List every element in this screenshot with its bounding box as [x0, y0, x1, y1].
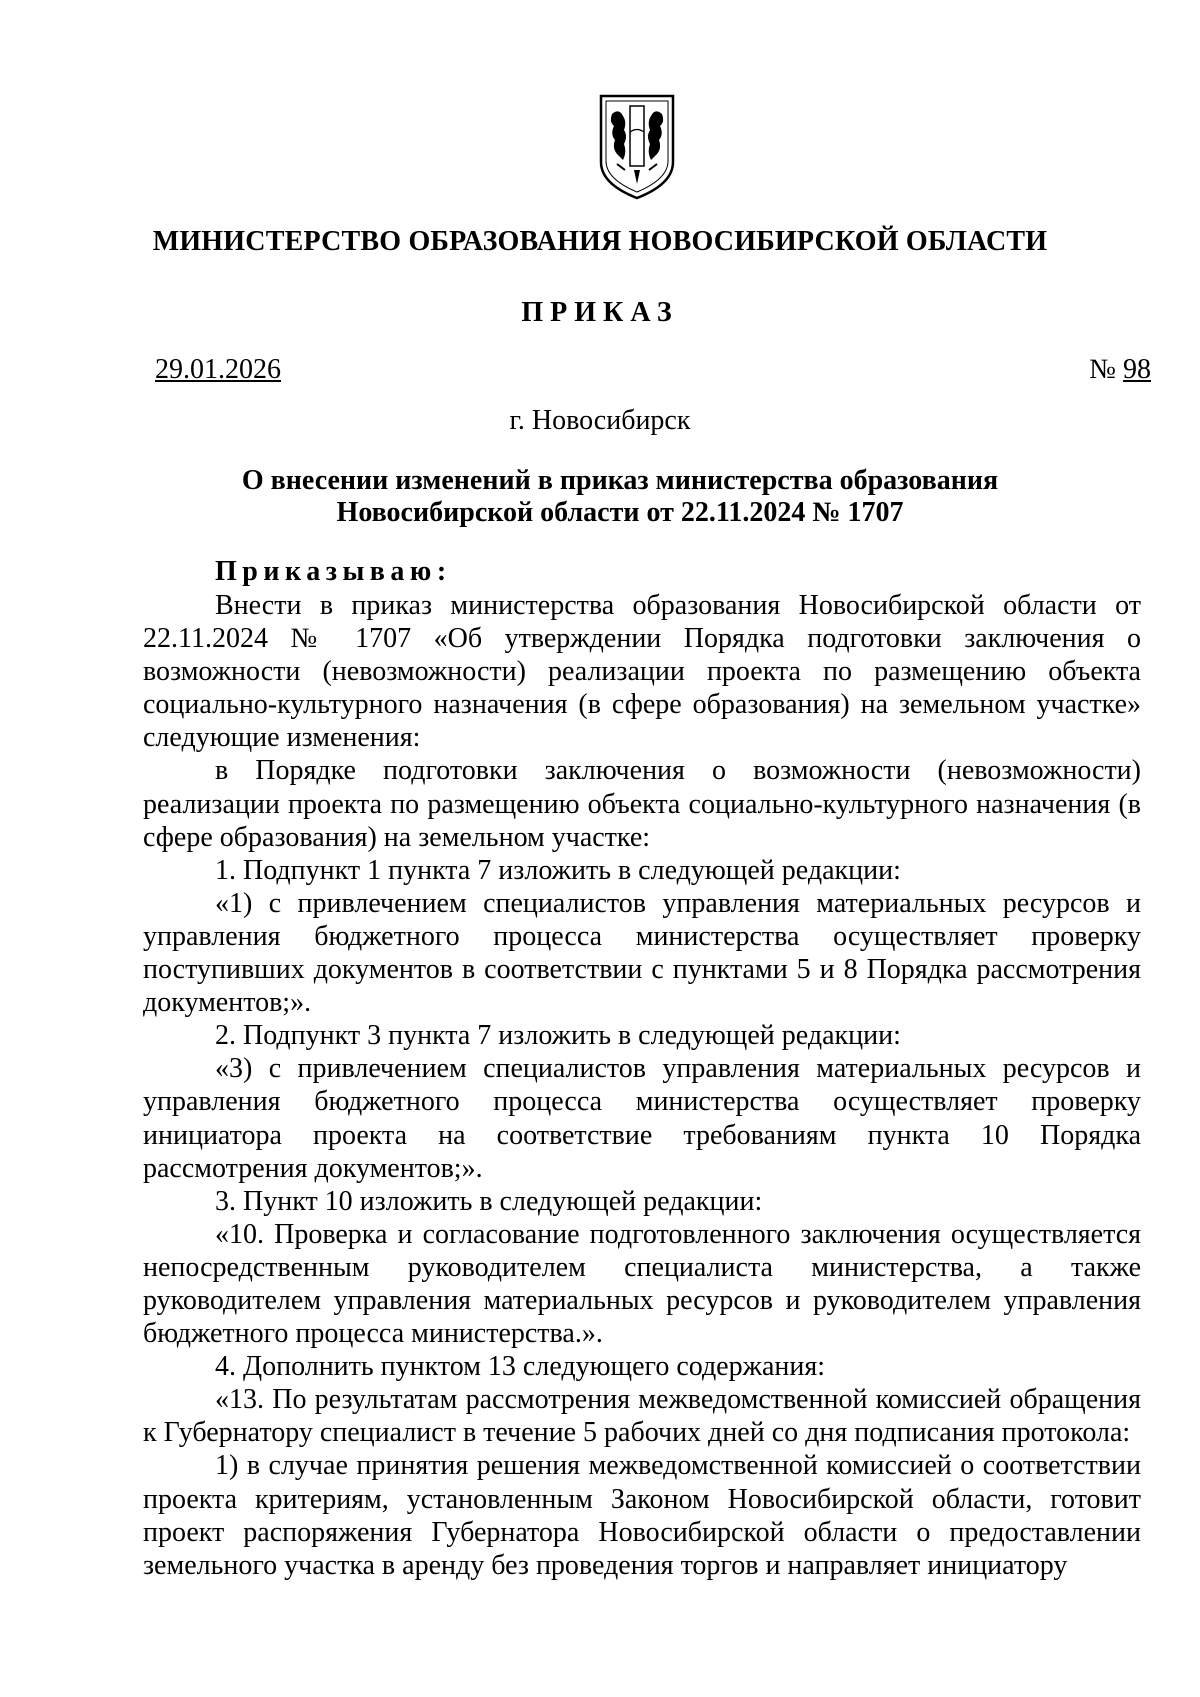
document-type: ПРИКАЗ [521, 297, 679, 328]
document-date: 29.01.2026 [155, 354, 281, 385]
paragraph: «10. Проверка и согласование подготовленного заключения осуществляется непосредственным руководителем специалиста министерства, а также руководителем управления материальных ресурсов и руководителем управления бюджетного процесса министерства.». [143, 1218, 1141, 1350]
paragraph: «3) с привлечением специалистов управления материальных ресурсов и управления бюджетного процесса министерства осуществляет проверку инициатора проекта на соответствие требованиям пункта 10 Порядка рассмотрения документов;». [143, 1053, 1141, 1184]
paragraph: 1. Подпункт 1 пункта 7 изложить в следующей редакции: [215, 854, 901, 886]
paragraph: «1) с привлечением специалистов управления материальных ресурсов и управления бюджетного процесса министерства осуществляет проверку поступивших документов в соответствии с пунктами 5 и 8 Порядка рассмотрения документов;». [143, 887, 1141, 1019]
document-subject [150, 465, 1090, 529]
subject-line: О внесении изменений в приказ министерства образования [241, 465, 999, 496]
coat-of-arms-icon [597, 92, 677, 202]
paragraph: в Порядке подготовки заключения о возможности (невозможности) реализации проекта по размещению объекта социально-культурного назначения (в сфере образования) на земельном участке: [143, 755, 1141, 853]
city: г. Новосибирск [509, 405, 691, 436]
document-number [1089, 354, 1151, 386]
subject-line: Новосибирской области от 22.11.2024 № 1707 [336, 497, 904, 528]
paragraph: 1) в случае принятия решения межведомственной комиссией о соответствии проекта критериям, установленным Законом Новосибирской области, готовит проект распоряжения Губернатора Новосибирской области о предоставлении земельного участка в аренду без проведения торгов и направляет инициатору [143, 1450, 1141, 1581]
paragraph: «13. По результатам рассмотрения межведомственной комиссией обращения к Губернатору специалист в течение 5 рабочих дней со дня подписания протокола: [143, 1384, 1141, 1449]
paragraph: 2. Подпункт 3 пункта 7 изложить в следующей редакции: [215, 1020, 901, 1052]
paragraph: Внести в приказ министерства образования Новосибирской области от 22.11.2024 № 1707 «Об утверждении Порядка подготовки заключения о возможности (невозможности) реализации проекта по размещению объекта социально-культурного назначения (в сфере образования) на земельном участке» следующие изменения: [143, 590, 1141, 754]
number-value: 98 [1123, 354, 1151, 385]
order-heading: Приказываю: [215, 556, 452, 587]
paragraph: 4. Дополнить пунктом 13 следующего содержания: [215, 1351, 826, 1383]
paragraph: 3. Пункт 10 изложить в следующей редакции: [215, 1185, 763, 1217]
number-prefix: № [1089, 354, 1116, 385]
document-body [143, 589, 1141, 1582]
ministry-name: МИНИСТЕРСТВО ОБРАЗОВАНИЯ НОВОСИБИРСКОЙ ОБЛАСТИ [152, 226, 1048, 257]
